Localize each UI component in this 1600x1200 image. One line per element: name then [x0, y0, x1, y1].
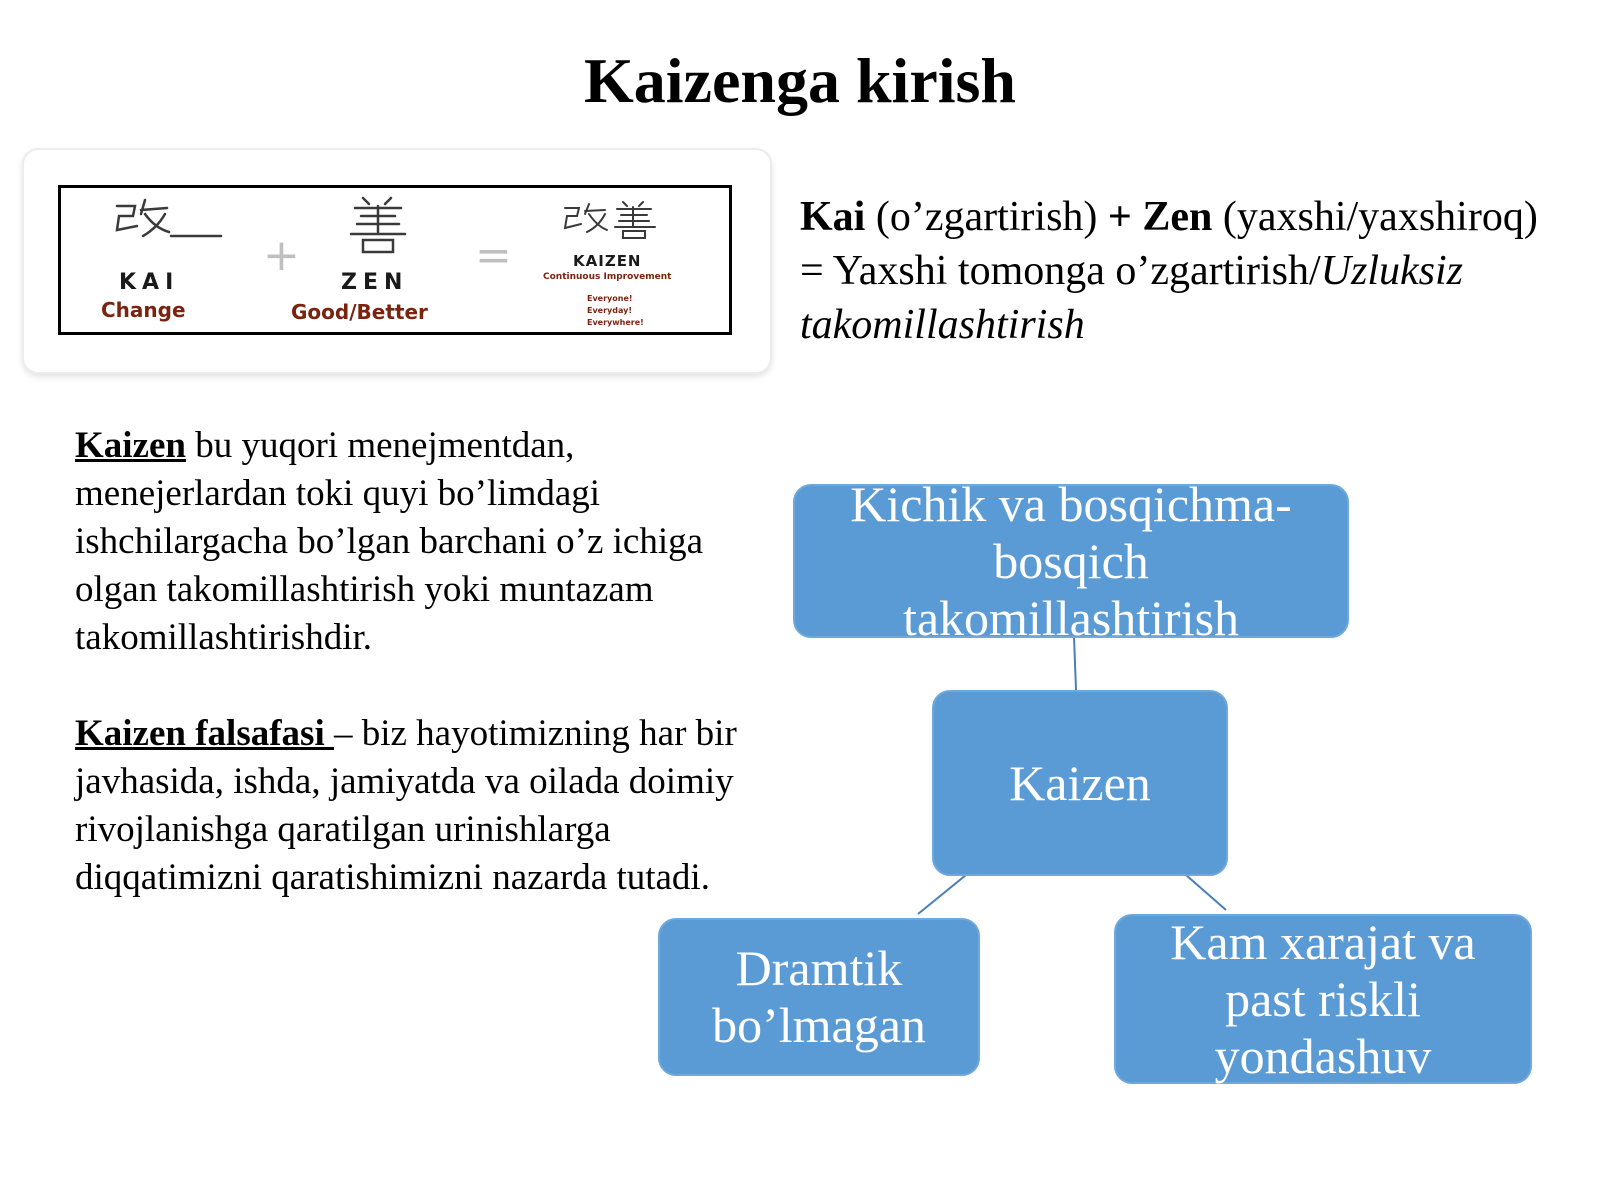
- kai-label: KAI: [119, 270, 180, 295]
- paragraph-philosophy-text: – biz hayotimizning har bir javhasida, ishda, jamiyatda va oilada doimiy rivojlanishga qaratilgan urinishlarga diqqatimizni qaratishimizni nazarda tutadi.: [75, 713, 737, 898]
- slide-title: Kaizenga kirish: [583, 45, 1017, 116]
- definition-zen: Zen: [1142, 194, 1213, 240]
- diagram-box-left-label: Dramtik bo’lmagan: [712, 940, 926, 1053]
- zen-meaning: Good/Better: [291, 300, 428, 324]
- diagram-box-center: [932, 690, 1228, 876]
- equals-sign: =: [475, 230, 512, 281]
- paragraph-philosophy-term: Kaizen falsafasi: [75, 713, 334, 754]
- diagram-box-center-label: Kaizen: [1009, 754, 1151, 811]
- connector-left: [918, 875, 966, 914]
- diagram-box-right: [1114, 914, 1532, 1084]
- definition-italic: Uzluksiz takomillashtirish: [800, 248, 1464, 348]
- connector-right: [1186, 875, 1226, 910]
- kaizen-line-everyday: Everyday!: [587, 306, 633, 315]
- paragraph-kaizen-term: Kaizen: [75, 425, 186, 466]
- plus-sign: +: [263, 230, 300, 281]
- kaizen-line-everyone: Everyone!: [587, 294, 633, 303]
- zen-label: ZEN: [341, 270, 409, 295]
- definition-kai: Kai: [800, 194, 866, 240]
- paragraph-kaizen-text: bu yuqori menejmentdan, menejerlardan toki quyi bo’limdagi ishchilargacha bo’lgan barchani o’z ichiga olgan takomillashtirish yoki muntazam takomillashtirishdir.: [75, 425, 704, 658]
- kai-meaning: Change: [101, 298, 186, 322]
- diagram-box-top: [793, 475, 1349, 646]
- kaizen-subtitle: Continuous Improvement: [543, 272, 672, 282]
- diagram-box-right-label: Kam xarajat va past riskli yondashuv: [1170, 913, 1476, 1084]
- kaizen-line-everywhere: Everywhere!: [587, 318, 644, 327]
- definition-plus: +: [1107, 194, 1143, 240]
- definition-kai-meaning: (o’zgartirish): [865, 194, 1108, 240]
- definition-zen-meaning: (yaxshi/yaxshiroq) = Yaxshi tomonga o’zgartirish/: [800, 194, 1538, 294]
- diagram-box-top-label: Kichik va bosqichma-bosqich takomillashtirish: [850, 475, 1292, 646]
- diagram-box-left: [658, 918, 980, 1076]
- kaizen-label: KAIZEN: [573, 252, 642, 270]
